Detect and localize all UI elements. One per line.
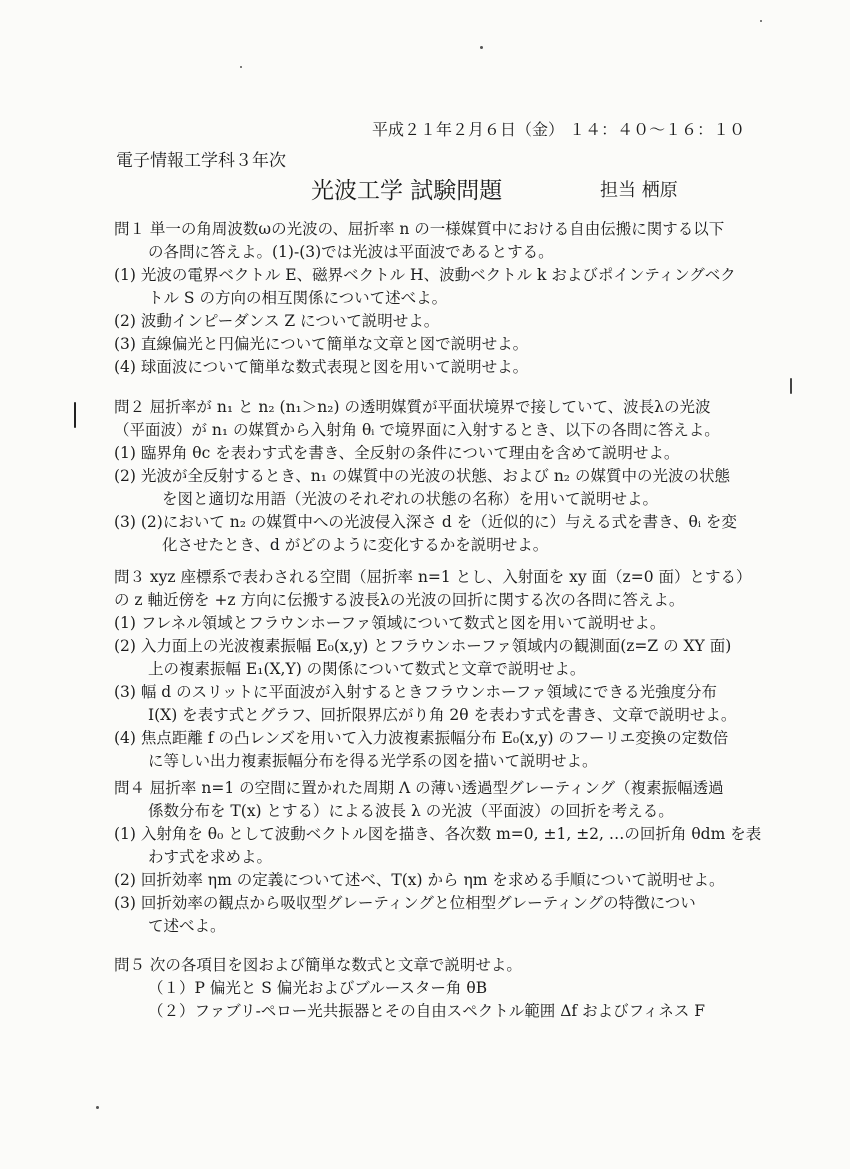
q3-item-1: (1) フレネル領域とフラウンホーファ領域について数式と図を用いて説明せよ。 [114, 614, 666, 632]
pen-mark [790, 378, 792, 394]
question-3 [114, 566, 794, 773]
q4-item-3-cont: て述べよ。 [148, 917, 226, 935]
q5-item-2: （２）ファブリ-ペロー光共振器とその自由スペクトル範囲 Δf およびフィネス F [148, 1002, 706, 1020]
q3-item-4: (4) 焦点距離 f の凸レンズを用いて入力波複素振幅分布 E₀(x,y) のフーリエ変換の定数倍 [114, 729, 729, 747]
q4-item-1: (1) 入射角を θ₀ として波動ベクトル図を描き、各次数 m=0, ±1, ±2, …の回折角 θdm を表 [114, 825, 762, 843]
q5-item-1: （１）P 偏光と S 偏光およびブルースター角 θB [148, 979, 488, 997]
q1-line: 問１ 単一の角周波数ωの光波の、屈折率 n の一様媒質中における自由伝搬に関する以下 [114, 220, 725, 238]
q2-item-2: (2) 光波が全反射するとき、n₁ の媒質中の光波の状態、および n₂ の媒質中の光波の状態 [114, 467, 730, 485]
q3-item-2-cont: 上の複素振幅 E₁(X,Y) の関係について数式と文章で説明せよ。 [148, 660, 586, 678]
q3-item-2: (2) 入力面上の光波複素振幅 E₀(x,y) とフラウンホーファ領域内の観測面(z=Z の XY 面) [114, 637, 732, 655]
q1-item-1-cont: トル S の方向の相互関係について述べよ。 [148, 289, 448, 307]
q1-item-1: (1) 光波の電界ベクトル E、磁界ベクトル H、波動ベクトル k およびポインティングベク [114, 266, 736, 284]
q3-item-3: (3) 幅 d のスリットに平面波が入射するときフラウンホーファ領域にできる光強度分布 [114, 683, 717, 701]
q2-line: 問２ 屈折率が n₁ と n₂ (n₁＞n₂) の透明媒質が平面状境界で接していて、波長λの光波 [114, 398, 711, 416]
scan-speck [240, 66, 242, 68]
q1-line: の各問に答えよ。(1)-(3)では光波は平面波であるとする。 [148, 243, 554, 261]
q3-item-3-cont: I(X) を表す式とグラフ、回折限界広がり角 2θ を表わす式を書き、文章で説明せよ。 [148, 706, 737, 724]
q4-item-1-cont: わす式を求めよ。 [148, 848, 273, 866]
teacher: 担当 栖原 [600, 180, 678, 201]
q1-item-4: (4) 球面波について簡単な数式表現と図を用いて説明せよ。 [114, 358, 529, 376]
q4-item-2: (2) 回折効率 ηm の定義について述べ、T(x) から ηm を求める手順について説明せよ。 [114, 871, 725, 889]
q2-line: （平面波）が n₁ の媒質から入射角 θᵢ で境界面に入射するとき、以下の各問に答えよ。 [114, 421, 720, 439]
scan-speck [480, 46, 483, 49]
q2-item-2-cont: を図と適切な用語（光波のそれぞれの状態の名称）を用いて説明せよ。 [162, 490, 659, 508]
q5-line: 問５ 次の各項目を図および簡単な数式と文章で説明せよ。 [114, 956, 522, 974]
department: 電子情報工学科３年次 [116, 151, 286, 171]
q4-line: 問４ 屈折率 n=1 の空間に置かれた周期 Λ の薄い透過型グレーティング（複素振幅透過 [114, 779, 724, 797]
exam-date: 平成２１年２月６日（金） １４：４０〜１６：１０ [372, 120, 746, 139]
scan-speck [96, 1106, 99, 1109]
question-5 [114, 954, 794, 1023]
q3-line: 問３ xyz 座標系で表わされる空間（屈折率 n=1 とし、入射面を xy 面（z=0 面）とする） [114, 568, 752, 586]
q3-line: の z 軸近傍を +z 方向に伝搬する波長λの光波の回折に関する次の各問に答えよ。 [114, 591, 685, 609]
question-1 [114, 218, 794, 379]
q2-item-1: (1) 臨界角 θc を表わす式を書き、全反射の条件について理由を含めて説明せよ。 [114, 444, 680, 462]
pen-mark [74, 402, 76, 428]
q4-item-3: (3) 回折効率の観点から吸収型グレーティングと位相型グレーティングの特徴につい [114, 894, 696, 912]
q3-item-4-cont: に等しい出力複素振幅分布を得る光学系の図を描いて説明せよ。 [148, 752, 598, 770]
q2-item-3: (3) (2)において n₂ の媒質中への光波侵入深さ d を（近似的に）与える式を書き、θᵢ を変 [114, 513, 737, 531]
scan-speck [760, 20, 762, 22]
q2-item-3-cont: 化させたとき、d がどのように変化するかを説明せよ。 [162, 536, 549, 554]
question-2 [114, 396, 794, 557]
q4-line: 係数分布を T(x) とする）による波長 λ の光波（平面波）の回折を考える。 [148, 802, 674, 820]
q1-item-2: (2) 波動インピーダンス Z について説明せよ。 [114, 312, 440, 330]
question-4 [114, 777, 794, 938]
q1-item-3: (3) 直線偏光と円偏光について簡単な文章と図で説明せよ。 [114, 335, 529, 353]
exam-title: 光波工学 試験問題 [311, 178, 503, 204]
